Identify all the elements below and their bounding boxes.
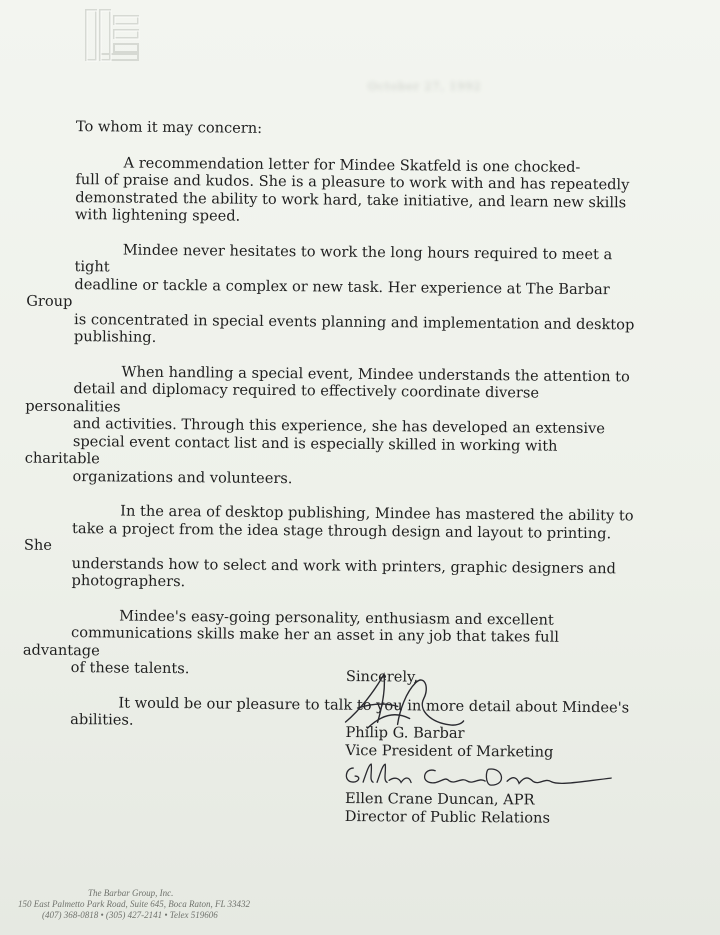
- signer-1-title: Vice President of Marketing: [345, 741, 554, 761]
- paragraph-1: [75, 154, 638, 229]
- signature-ellen-icon: [339, 760, 619, 794]
- text-line: take a project from the idea stage through design and layout to printing. She: [23, 519, 612, 554]
- text-line: with lightening speed.: [74, 206, 241, 225]
- letter-body: [22, 118, 638, 751]
- paragraph-3: [24, 363, 635, 491]
- text-line: Mindee's easy-going personality, enthusiasm and excellent: [119, 607, 554, 629]
- embossed-logo-icon: [84, 8, 140, 62]
- signer-2-title: Director of Public Relations: [344, 807, 551, 827]
- text-line: of these talents.: [70, 659, 190, 678]
- text-line: Mindee never hesitates to work the long hours required to meet a tight: [74, 241, 613, 276]
- letterhead-footer: [18, 888, 278, 921]
- closing: Sincerely,: [345, 668, 419, 686]
- text-line: deadline or tackle a complex or new task. Her experience at The Barbar Group: [26, 275, 610, 311]
- text-line: When handling a special event, Mindee understands the attention to: [121, 363, 630, 385]
- text-line: detail and diplomacy required to effectively coordinate diverse personalities: [25, 380, 540, 416]
- text-line: photographers.: [71, 572, 186, 591]
- salutation: To whom it may concern:: [75, 118, 263, 137]
- text-line: abilities.: [70, 711, 134, 729]
- text-line: publishing.: [73, 328, 157, 346]
- text-line: full of praise and kudos. She is a pleasure to work with and has repeatedly: [75, 171, 630, 194]
- text-line: is concentrated in special events planning and implementation and desktop: [73, 310, 635, 333]
- footer-company: The Barbar Group, Inc.: [88, 888, 174, 898]
- letter-date: October 27, 1992: [368, 80, 482, 93]
- text-line: A recommendation letter for Mindee Skatfeld is one chocked-: [123, 154, 581, 176]
- text-line: organizations and volunteers.: [72, 467, 293, 487]
- signer-1-name: Philip G. Barbar: [345, 723, 465, 742]
- text-line: In the area of desktop publishing, Mindee has mastered the ability to: [120, 502, 634, 525]
- signature-philip-icon: [340, 670, 470, 731]
- signer-2-name: Ellen Crane Duncan, APR: [344, 789, 535, 809]
- text-line: special event contact list and is especially skilled in working with charitable: [24, 432, 558, 468]
- text-line: communications skills make her an asset in any job that takes full advantage: [22, 624, 560, 659]
- text-line: and activities. Through this experience, she has developed an extensive: [72, 415, 606, 438]
- text-line: understands how to select and work with printers, graphic designers and: [71, 554, 616, 577]
- paragraph-2: [26, 241, 637, 351]
- text-line: demonstrated the ability to work hard, take initiative, and learn new skills: [75, 188, 627, 211]
- footer-address: 150 East Palmetto Park Road, Suite 645, Boca Raton, FL 33432: [18, 899, 251, 909]
- text-line: It would be our pleasure to talk to you in more detail about Mindee's: [118, 694, 630, 716]
- paragraph-4: [23, 502, 634, 595]
- footer-phones: (407) 368-0818 • (305) 427-2141 • Telex 519606: [42, 910, 218, 920]
